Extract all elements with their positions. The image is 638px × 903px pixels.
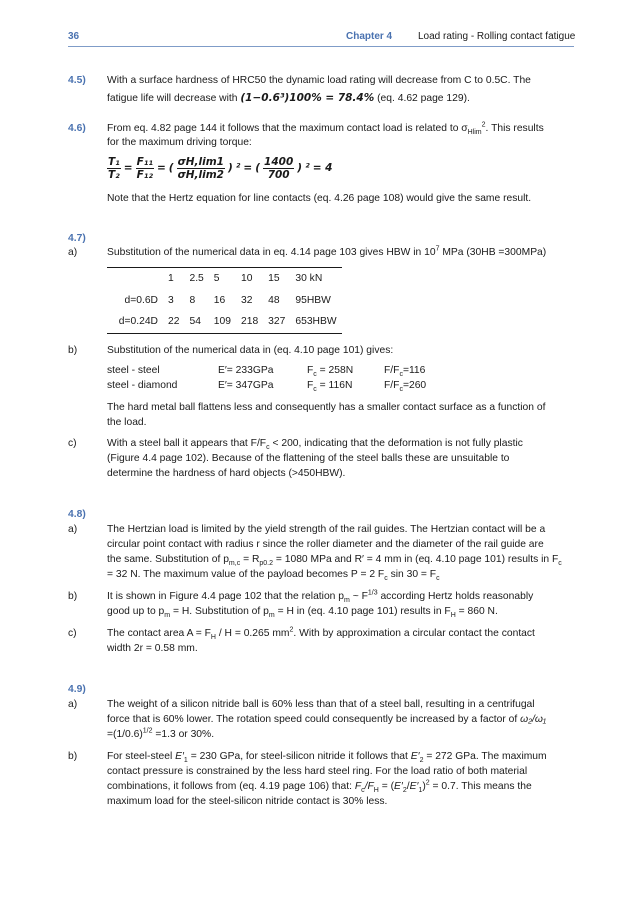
s45-formula: (1−0.6³)100% = 78.4% (240, 92, 375, 104)
hardness-table (107, 267, 342, 334)
table-header-row (107, 268, 342, 290)
s49-a-line1: The weight of a silicon nitride ball is 60% less than that of a steel ball, resulting in a centrifugal (107, 699, 535, 710)
th: 30 kN (290, 268, 341, 290)
rsub: c (399, 371, 403, 379)
b-l3d: / (406, 781, 410, 792)
f: F (307, 380, 314, 391)
sq-2: ² (305, 161, 310, 174)
f: F (307, 365, 314, 376)
c-l1b: < 200, indicating that the deformation is not fully plastic (269, 438, 523, 449)
s47-c-line2: (Figure 4.4 page 102). Because of the flattening of the steel balls these are unsuitable to (107, 453, 510, 464)
td: 16 (213, 294, 226, 306)
s49-a-label: a) (68, 699, 78, 710)
fsub: c (313, 371, 317, 379)
paren-close-1: ) (227, 161, 233, 174)
s49-b-line2: contact pressure is constrained by the less hard steel ring. For the load ratio of both material (107, 766, 528, 777)
td: d=0.24D (107, 311, 163, 333)
b-l1sub: m (343, 597, 350, 605)
f1: F₁₁ (136, 155, 153, 168)
a-l4sub1: c (384, 575, 388, 583)
a-l3sub2: p0.2 (259, 560, 273, 568)
a-l2a: force that is 60% lower. The rotation speed could consequently be increased by a factor of (107, 714, 521, 725)
rval: =116 (402, 365, 426, 376)
s45-line2 (107, 91, 577, 107)
n2: 700 (267, 168, 290, 181)
c-l1c: . With by approximation a circular contact the contact (293, 628, 535, 639)
c-l1sup: 2 (289, 626, 294, 634)
b-l2sub3: H (450, 612, 456, 620)
s48-b-label: b) (68, 591, 78, 602)
sq-1: ² (235, 161, 241, 174)
eq-sign-1: = (123, 161, 133, 174)
s46-line1a: From eq. 4.82 page 144 it follows that the maximum contact load is related to σ (107, 123, 468, 134)
s47-b-label: b) (68, 345, 78, 356)
c-l1a: The contact area A = F (107, 628, 211, 639)
s45-line1: With a surface hardness of HRC50 the dynamic load rating will decrease from C to 0.5C. The (107, 75, 531, 86)
chapter-label: Chapter 4 (346, 31, 393, 42)
paren-open-1: ( (168, 161, 174, 174)
td: 22 (163, 311, 184, 333)
b-l3sub4: 1 (418, 787, 423, 795)
th: 10 (236, 268, 263, 290)
td: 109 (209, 311, 236, 333)
b-l3e1: E′ (409, 781, 419, 792)
b-row1-modulus: E′= 233GPa (218, 365, 274, 376)
s47-b-text: Substitution of the numerical data in (eq. 4.10 page 101) gives: (107, 345, 394, 356)
b-row2-material: steel - diamond (107, 380, 178, 391)
b-l3f: F (354, 781, 362, 792)
numeric-ratio (263, 156, 294, 181)
c-l1b: / H = 0.265 mm (215, 628, 290, 639)
b-l1sub2: 2 (419, 757, 424, 765)
b-l3c: = ( (378, 781, 395, 792)
s47-c-line1 (107, 437, 577, 452)
rsub: c (399, 386, 403, 394)
b-row2-force (307, 379, 352, 394)
a-l3b: = R (240, 554, 260, 565)
a-l3a: the same. Substitution of p (107, 554, 229, 565)
section-label-4-7: 4.7) (68, 233, 86, 244)
s47-a-text (107, 246, 577, 261)
s48-c-line2: width 2r = 0.58 mm. (107, 643, 198, 654)
b-l1c: according Hertz holds reasonably (377, 591, 534, 602)
c-l1a: With a steel ball it appears that F/F (107, 438, 267, 449)
force-ratio (136, 156, 154, 181)
fval: = 258N (316, 365, 354, 376)
s46-equation (107, 150, 577, 186)
td: 327 (263, 311, 290, 333)
table-row (107, 311, 342, 333)
section-label-4-9: 4.9) (68, 684, 86, 695)
a-l4sub2: c (436, 575, 440, 583)
td: 95HBW (295, 294, 331, 306)
th (107, 268, 163, 290)
s47-b-para1: The hard metal ball flattens less and consequently has a smaller contact surface as a function of (107, 402, 546, 413)
b-l1a: For steel-steel (107, 751, 176, 762)
t2: T₂ (108, 168, 120, 181)
omega-ratio: ω₂/ω₁ (520, 714, 547, 725)
s48-c-label: c) (68, 628, 77, 639)
section-label-4-6: 4.6) (68, 123, 86, 134)
b-l1b: = 230 GPa, for steel-silicon nitride it follows that (187, 751, 411, 762)
s46-line1 (107, 122, 577, 137)
r: F/F (384, 380, 400, 391)
s47-b-para2: the load. (107, 417, 147, 428)
c-l1sub: c (266, 444, 270, 452)
td: 48 (268, 294, 280, 306)
b-l3e: ) (422, 781, 426, 792)
s49-a-line2 (107, 713, 577, 728)
b-row1-force (307, 364, 353, 379)
b-l2sub2: m (268, 612, 275, 620)
b-l2c: = H in (eq. 4.10 page 101) results in F (274, 606, 451, 617)
rval: =260 (402, 380, 427, 391)
b-l3sub3: 2 (402, 787, 407, 795)
c-l1sub: H (210, 634, 216, 642)
b-l1c: = 272 GPa. The maximum (423, 751, 547, 762)
s46-line1b: . This results (485, 123, 544, 134)
b-l3e2: E′ (394, 781, 403, 792)
a-l3a: =(1/0.6) (107, 729, 143, 740)
chapter-title: Load rating - Rolling contact fatigue (418, 31, 576, 42)
s49-b-line4: maximum load for the steel-silicon nitride contact is 30% less. (107, 796, 388, 807)
a-l3sub3: c (558, 560, 562, 568)
fval: = 116N (316, 380, 353, 391)
b-l3b: /F (364, 781, 374, 792)
s48-a-line4 (107, 568, 577, 583)
paren-open-2: ( (255, 161, 261, 174)
sigma-ratio (177, 156, 225, 181)
td: 218 (236, 311, 263, 333)
a-l3c: = 1080 MPa and R′ = 4 mm in (eq. 4.10 page 101) results in F (273, 554, 559, 565)
b-row2-modulus: E′= 347GPa (218, 380, 274, 391)
b-l3a: combinations, it follows from (eq. 4.19 page 106) that: (107, 781, 355, 792)
b-row1-material: steel - steel (107, 365, 160, 376)
r: F/F (384, 365, 400, 376)
b-l3sub2: H (373, 787, 379, 795)
s48-b-line2 (107, 605, 577, 620)
b-l3sub1: c (361, 787, 365, 795)
s47-a-text2: MPa (30HB =300MPa) (442, 247, 547, 258)
td: d=0.6D (124, 294, 158, 306)
s49-b-label: b) (68, 751, 78, 762)
fsub: c (313, 386, 317, 394)
header-rule (68, 46, 574, 47)
s49-a-line3 (107, 728, 577, 743)
s45-line2a: fatigue life will decrease with (107, 93, 238, 104)
section-label-4-8: 4.8) (68, 509, 86, 520)
b-l2sub1: m (164, 612, 171, 620)
s48-a-line2: circular point contact with radius r since the roller diameter and the diameter of the rail guide are (107, 539, 544, 550)
a-l3b: =1.3 or 30%. (152, 729, 215, 740)
table-row (107, 290, 342, 312)
paren-close-2: ) (297, 161, 303, 174)
s46-sup: 2 (481, 121, 486, 129)
b-l1a: It is shown in Figure 4.4 page 102 that the relation p (107, 591, 344, 602)
td: 653HBW (290, 311, 341, 333)
s45-line2b: (eq. 4.62 page 129). (377, 93, 470, 104)
s47-a-sup: 7 (435, 245, 440, 253)
torque-ratio (107, 156, 121, 181)
a-l3sub1: m,c (228, 560, 241, 568)
th: 15 (263, 268, 290, 290)
s48-a-line1: The Hertzian load is limited by the yield strength of the rail guides. The Hertzian contact will be a (107, 524, 546, 535)
page-number: 36 (68, 31, 80, 42)
b-l1sub1: 1 (183, 757, 188, 765)
eq-sign-2: = (156, 161, 166, 174)
b-l2a: good up to p (107, 606, 165, 617)
td: 32 (240, 294, 253, 306)
b-row2-ratio (384, 379, 426, 394)
b-l3sup: 2 (425, 779, 430, 787)
th: 1 (163, 268, 184, 290)
t1: T₁ (108, 155, 120, 168)
b-l1sup: 1/3 (367, 589, 378, 597)
th: 5 (209, 268, 236, 290)
b-l1b: ~ F (349, 591, 368, 602)
s48-a-line3 (107, 553, 577, 568)
s46-note: Note that the Hertz equation for line contacts (eq. 4.26 page 108) would give the same result. (107, 193, 532, 204)
s48-b-line1 (107, 590, 577, 605)
a-l4b: sin 30 = F (387, 569, 437, 580)
s1: σH,lim1 (177, 155, 224, 168)
b-l1e1: E′ (175, 751, 184, 762)
s47-a-text1: Substitution of the numerical data in eq. 4.14 page 103 gives HBW in 10 (107, 247, 436, 258)
s49-b-line3 (107, 780, 577, 795)
b-row1-ratio (384, 364, 425, 379)
n1: 1400 (264, 155, 294, 168)
s47-c-line3: determine the hardness of hard objects (>450HBW). (107, 468, 346, 479)
b-l2d: = 860 N. (455, 606, 498, 617)
b-l1e2: E′ (410, 751, 420, 762)
b-l3f2: = 0.7. This means the (429, 781, 532, 792)
section-label-4-5: 4.5) (68, 75, 86, 86)
td: 8 (189, 294, 196, 306)
b-l2b: = H. Substitution of p (170, 606, 269, 617)
f2: F₁₂ (136, 168, 153, 181)
a-l4a: = 32 N. The maximum value of the payload becomes P = 2 F (107, 569, 385, 580)
s46-line2: for the maximum driving torque: (107, 137, 252, 148)
s49-b-line1 (107, 750, 577, 765)
s48-c-line1 (107, 627, 577, 642)
a-l3sup: 1/2 (142, 727, 153, 735)
eq-result: = 4 (312, 161, 333, 174)
s48-a-label: a) (68, 524, 78, 535)
td: 54 (184, 311, 208, 333)
s47-a-label: a) (68, 247, 78, 258)
s46-sub-hlim: Hlim (467, 129, 482, 137)
eq-sign-3: = (243, 161, 253, 174)
s2: σH,lim2 (177, 168, 224, 181)
th: 2.5 (184, 268, 208, 290)
td: 3 (168, 294, 174, 306)
s47-c-label: c) (68, 438, 77, 449)
